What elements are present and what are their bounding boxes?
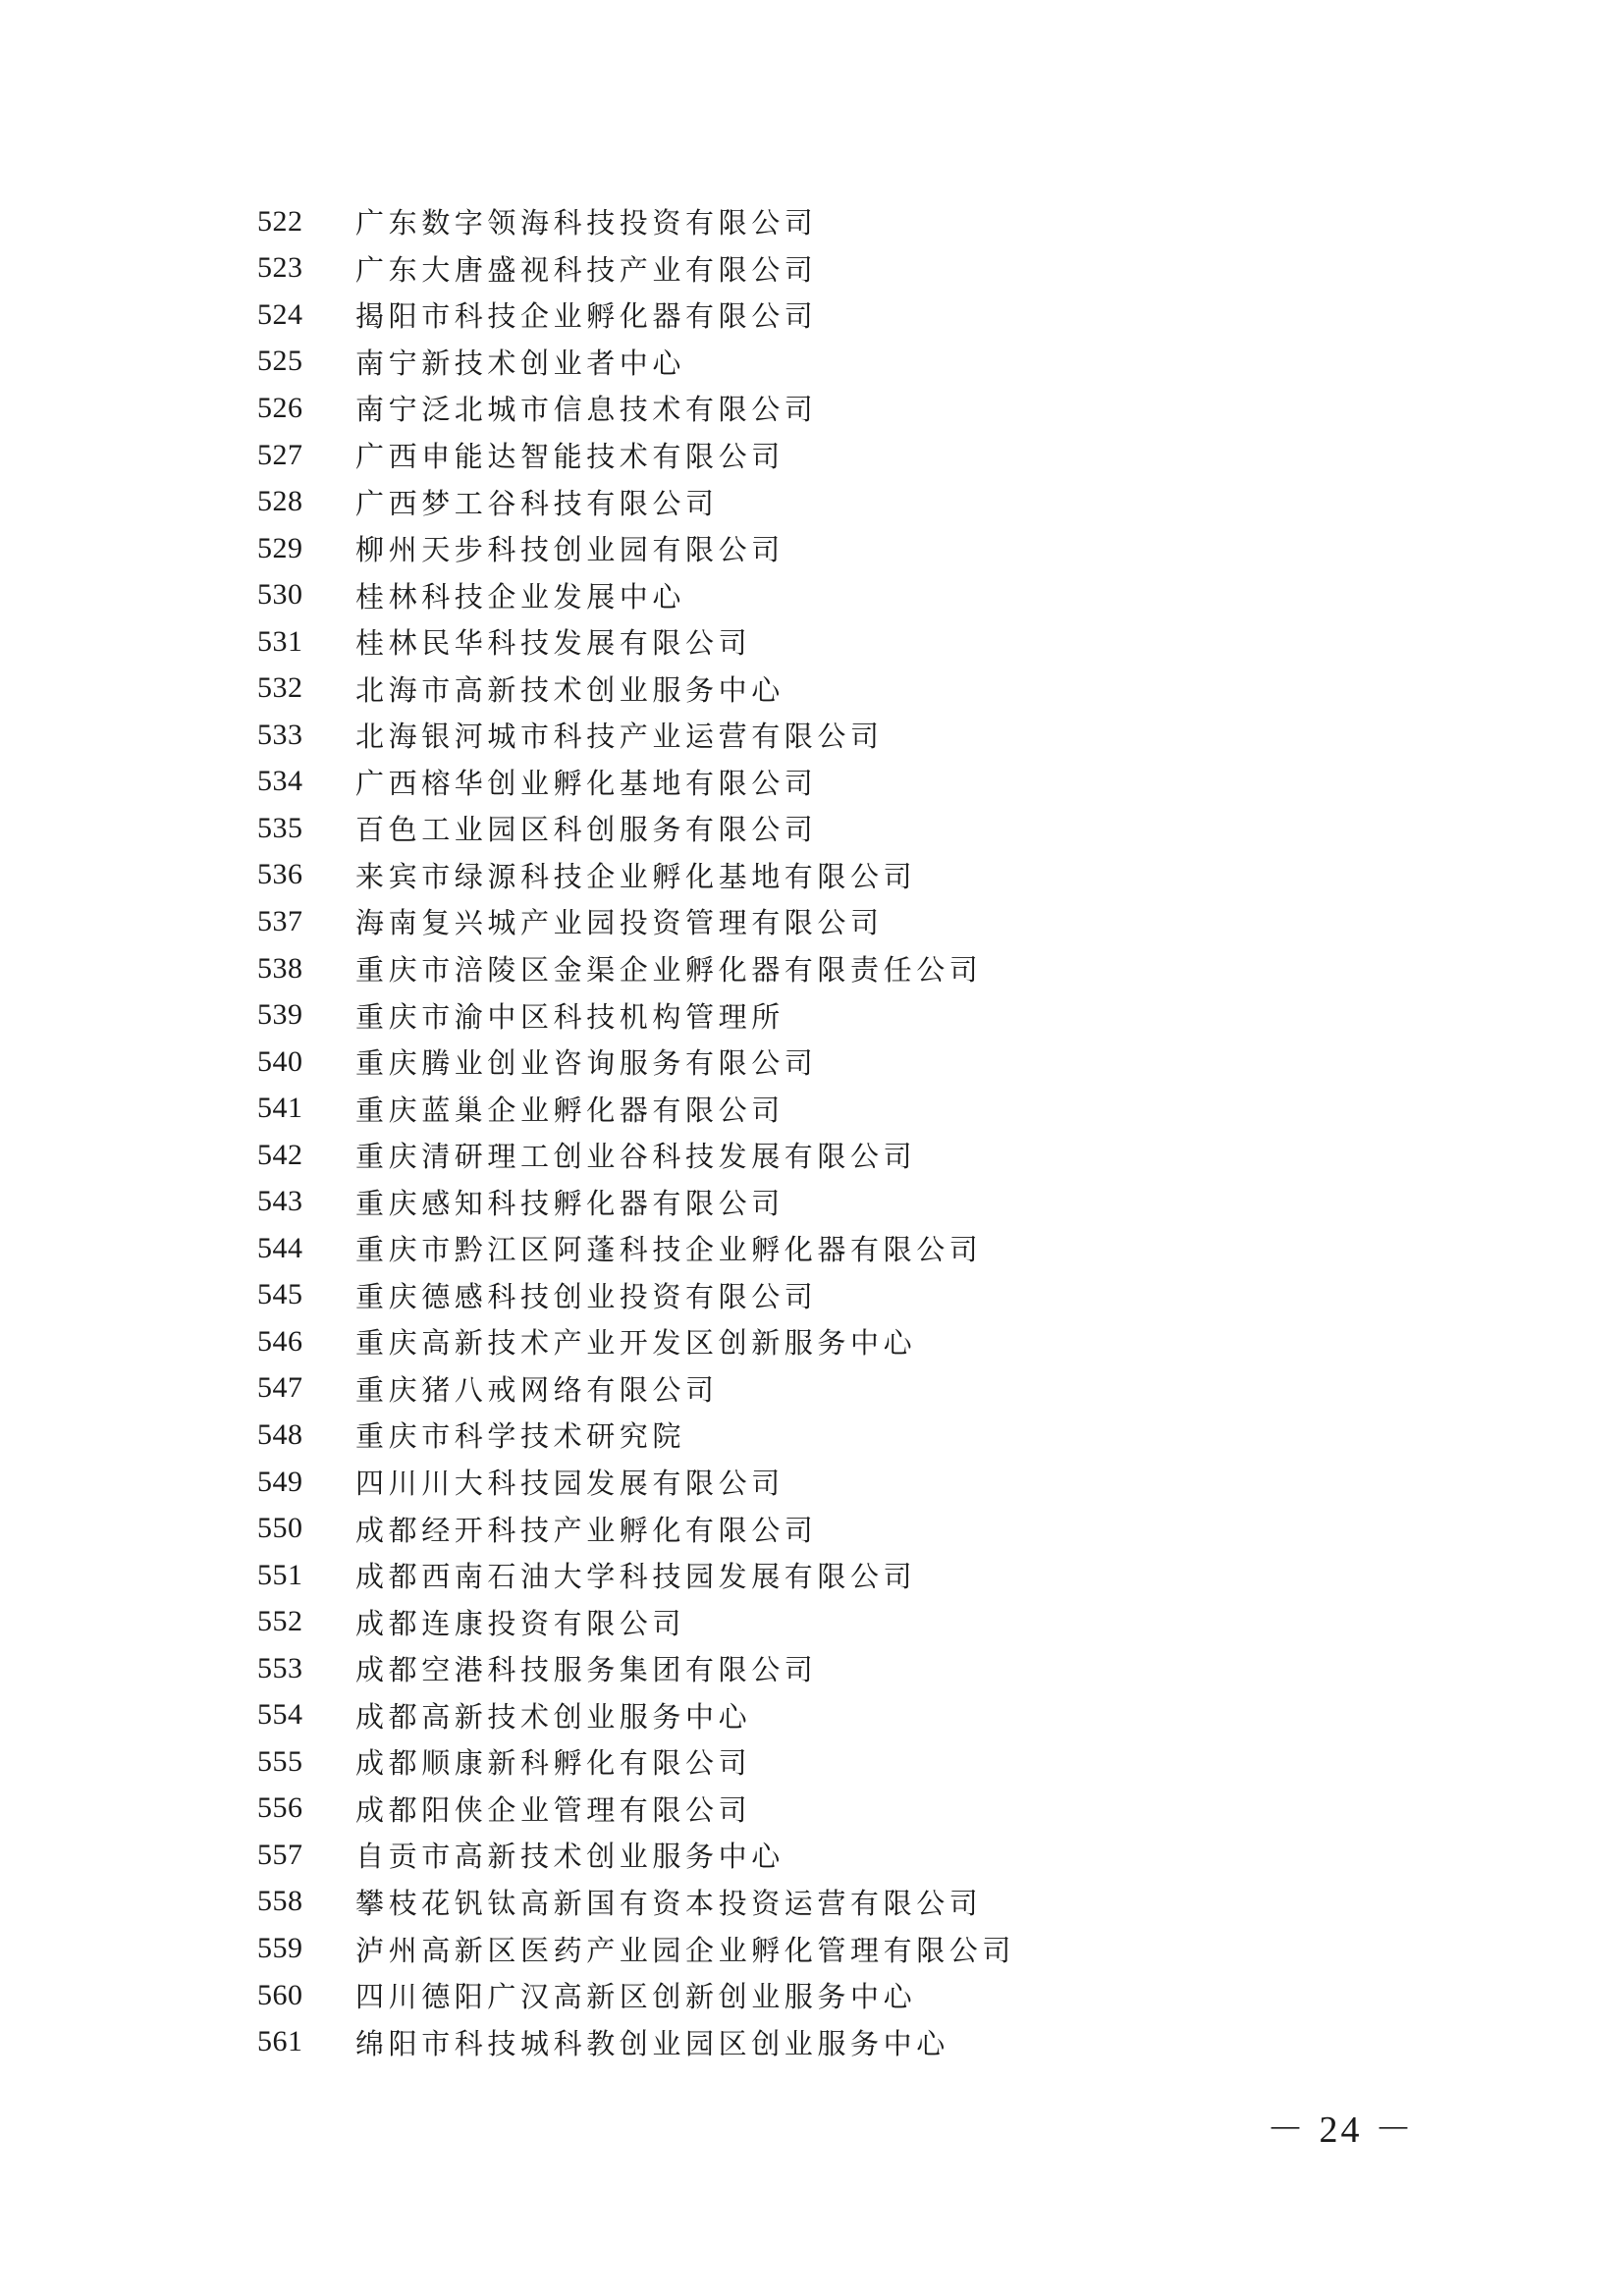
- organization-name: 柳州天步科技创业园有限公司: [355, 533, 785, 567]
- page-number: － 24 －: [1267, 2109, 1416, 2151]
- entry-number: 549: [257, 1465, 303, 1498]
- entry-number: 560: [257, 1978, 303, 2011]
- list-item: [257, 759, 1015, 806]
- list-item: [257, 665, 1015, 712]
- list-item: [257, 1225, 1015, 1272]
- entry-number: 559: [257, 1932, 303, 1964]
- entry-number: 523: [257, 251, 303, 285]
- organization-name: 重庆猪八戒网络有限公司: [355, 1372, 719, 1407]
- organization-name: 重庆腾业创业咨询服务有限公司: [355, 1046, 818, 1081]
- list-item: [257, 1132, 1015, 1179]
- organization-name: 四川德阳广汉高新区创新创业服务中心: [355, 1980, 917, 2014]
- list-item: [257, 805, 1015, 852]
- list-item: [257, 385, 1015, 432]
- list-item: [257, 1272, 1015, 1319]
- organization-name: 揭阳市科技企业孵化器有限公司: [355, 299, 818, 334]
- organization-name: 重庆清研理工创业谷科技发展有限公司: [355, 1140, 917, 1174]
- list-item: [257, 1505, 1015, 1552]
- entry-number: 530: [257, 578, 303, 612]
- list-item: [257, 852, 1015, 899]
- entry-number: 537: [257, 904, 303, 937]
- entry-number: 551: [257, 1558, 303, 1591]
- organization-name: 泸州高新区医药产业园企业孵化管理有限公司: [355, 1933, 1016, 1967]
- entry-number: 555: [257, 1744, 303, 1778]
- entry-number: 527: [257, 438, 303, 471]
- list-item: [257, 712, 1015, 759]
- organization-name: 重庆感知科技孵化器有限公司: [355, 1186, 785, 1220]
- entry-number: 534: [257, 765, 303, 798]
- organization-name: 重庆市科学技术研究院: [355, 1419, 686, 1454]
- organization-name: 广西榕华创业孵化基地有限公司: [355, 766, 818, 800]
- list-item: [257, 1925, 1015, 1972]
- organization-name: 成都顺康新科孵化有限公司: [355, 1746, 752, 1781]
- list-item: [257, 1085, 1015, 1132]
- entry-number: 526: [257, 391, 303, 424]
- list-item: [257, 478, 1015, 525]
- entry-number: 540: [257, 1044, 303, 1078]
- list-item: [257, 1459, 1015, 1506]
- list-item: [257, 1598, 1015, 1645]
- list-item: [257, 245, 1015, 293]
- organization-name: 桂林民华科技发展有限公司: [355, 626, 752, 661]
- entry-number: 544: [257, 1231, 303, 1264]
- entry-number: 536: [257, 858, 303, 891]
- organization-name: 重庆蓝巢企业孵化器有限公司: [355, 1093, 785, 1127]
- entry-number: 557: [257, 1838, 303, 1871]
- entry-number: 554: [257, 1698, 303, 1732]
- list-item: [257, 1972, 1015, 2019]
- entry-number: 533: [257, 718, 303, 751]
- list-item: [257, 1879, 1015, 1926]
- entry-number: 528: [257, 485, 303, 518]
- organization-name: 成都西南石油大学科技园发展有限公司: [355, 1560, 917, 1594]
- list-item: [257, 432, 1015, 479]
- entry-number: 561: [257, 2025, 303, 2058]
- organization-name: 攀枝花钒钛高新国有资本投资运营有限公司: [355, 1886, 983, 1920]
- list-item: [257, 1039, 1015, 1086]
- list-item: [257, 292, 1015, 339]
- organization-name: 广东数字领海科技投资有限公司: [355, 206, 818, 240]
- organization-name: 广西申能达智能技术有限公司: [355, 440, 785, 473]
- list-item: [257, 339, 1015, 386]
- entry-number: 556: [257, 1791, 303, 1825]
- list-item: [257, 1786, 1015, 1833]
- organization-name: 重庆德感科技创业投资有限公司: [355, 1279, 818, 1313]
- organization-name: 绵阳市科技城科教创业园区创业服务中心: [355, 2026, 949, 2060]
- organization-name: 广东大唐盛视科技产业有限公司: [355, 252, 818, 287]
- list-item: [257, 1692, 1015, 1739]
- organization-name: 重庆市渝中区科技机构管理所: [355, 999, 785, 1034]
- list-item: [257, 898, 1015, 945]
- entry-number: 531: [257, 624, 303, 658]
- organization-name: 四川川大科技园发展有限公司: [355, 1467, 785, 1501]
- entry-number: 558: [257, 1885, 303, 1918]
- list-item: [257, 1412, 1015, 1459]
- list-item: [257, 571, 1015, 618]
- organization-name: 重庆市黔江区阿蓬科技企业孵化器有限公司: [355, 1233, 983, 1267]
- organization-name: 成都连康投资有限公司: [355, 1606, 686, 1640]
- organization-name: 北海银河城市科技产业运营有限公司: [355, 720, 884, 754]
- entry-number: 529: [257, 531, 303, 564]
- organization-name: 来宾市绿源科技企业孵化基地有限公司: [355, 859, 917, 893]
- list-item: [257, 1832, 1015, 1879]
- organization-name: 海南复兴城产业园投资管理有限公司: [355, 906, 884, 940]
- list-item: [257, 1365, 1015, 1413]
- entry-number: 539: [257, 998, 303, 1032]
- organization-name: 自贡市高新技术创业服务中心: [355, 1840, 785, 1874]
- list-item: [257, 1178, 1015, 1225]
- entry-number: 547: [257, 1371, 303, 1405]
- list-item: [257, 2018, 1015, 2065]
- organization-name: 成都高新技术创业服务中心: [355, 1699, 752, 1734]
- organization-name: 南宁泛北城市信息技术有限公司: [355, 393, 818, 427]
- organization-name: 成都空港科技服务集团有限公司: [355, 1653, 818, 1687]
- entry-number: 524: [257, 297, 303, 331]
- list-item: [257, 1318, 1015, 1365]
- organization-name: 广西梦工谷科技有限公司: [355, 486, 719, 520]
- entry-number: 542: [257, 1138, 303, 1171]
- entry-number: 550: [257, 1512, 303, 1545]
- entry-number: 532: [257, 671, 303, 705]
- organization-name: 北海市高新技术创业服务中心: [355, 672, 785, 707]
- entry-number: 541: [257, 1092, 303, 1125]
- entry-number: 553: [257, 1651, 303, 1684]
- organization-name: 重庆高新技术产业开发区创新服务中心: [355, 1326, 917, 1361]
- list-item: [257, 525, 1015, 572]
- organization-name: 重庆市涪陵区金渠企业孵化器有限责任公司: [355, 953, 983, 988]
- list-item: [257, 1552, 1015, 1599]
- list-item: [257, 618, 1015, 666]
- organization-name: 百色工业园区科创服务有限公司: [355, 813, 818, 847]
- entry-number: 552: [257, 1605, 303, 1638]
- list-item: [257, 1645, 1015, 1692]
- organization-list: [257, 198, 1015, 2065]
- entry-number: 538: [257, 951, 303, 985]
- list-item: [257, 945, 1015, 992]
- list-item: [257, 991, 1015, 1039]
- list-item: [257, 198, 1015, 245]
- organization-name: 成都经开科技产业孵化有限公司: [355, 1513, 818, 1547]
- entry-number: 545: [257, 1278, 303, 1311]
- organization-name: 成都阳侠企业管理有限公司: [355, 1792, 752, 1827]
- entry-number: 546: [257, 1324, 303, 1358]
- entry-number: 548: [257, 1417, 303, 1451]
- entry-number: 535: [257, 811, 303, 844]
- list-item: [257, 1738, 1015, 1786]
- entry-number: 522: [257, 204, 303, 238]
- entry-number: 543: [257, 1185, 303, 1218]
- organization-name: 桂林科技企业发展中心: [355, 579, 686, 614]
- entry-number: 525: [257, 345, 303, 378]
- organization-name: 南宁新技术创业者中心: [355, 346, 686, 380]
